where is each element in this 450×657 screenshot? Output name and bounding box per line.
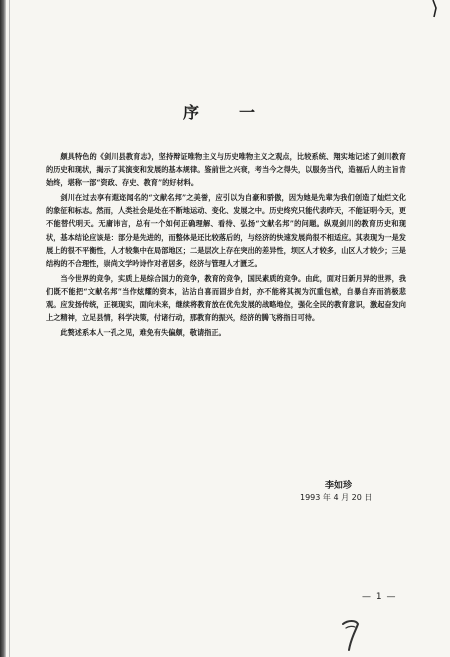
paragraph-4: 此赘述系本人一孔之见，难免有失偏颇，敬请指正。 xyxy=(60,328,226,338)
page-number: — 1 — xyxy=(362,592,397,602)
author-signature: 李如珍 xyxy=(325,481,353,491)
paragraph-2: 剑川在过去享有遐迩闻名的“文献名邦”之美誉，应引以为自豪和骄傲，因为她是先辈为我们创造了灿烂文化的象征和标志。然而，人类社会是处在不断地运动、变化、发展之中。历史终究只能代表昨天，不能证明今天，更不能替代明天。无庸讳言，总有一个如何正确理解、看待、弘扬“文献名邦”的问题。纵观剑川的教育历史和现状，基本结论应该是：部分是先进的，而整体是还比较落后的，与经济的快速发展尚很不相适应。其表现为一是发展上的很不平衡性，人才较集中在局部地区；二是层次上存在突出的差异性，坝区人才较多，山区人才较少；三是结构的不合理性，崇尚文学吟诗作对者居多，经济与管理人才匮乏。 xyxy=(46,193,406,268)
handwritten-number-mark xyxy=(340,618,362,652)
signature-date: 1993 年 4 月 20 日 xyxy=(300,493,373,502)
scan-binding-edge xyxy=(0,0,6,657)
paragraph-1: 颇具特色的《剑川县教育志》，坚持辩证唯物主义与历史唯物主义之观点，比较系统、翔实地记述了剑川教育的历史和现状，揭示了其演变和发展的基本规律。鉴前世之兴衰，考当今之得失，以服务当代，造福后人的主旨肯始终，堪称一部“资政、存史、教育”的好材料。 xyxy=(46,152,406,188)
page-title: 序 一 xyxy=(182,103,267,122)
paragraph-3: 当今世界的竞争，实质上是综合国力的竞争，教育的竞争，国民素质的竞争。由此，面对日新月异的世界，我们既不能把“文献名邦”当作炫耀的资本，沾沾自喜而固步自封，亦不能将其视为沉重包袱，自暴自弃而消极悲观。应发扬传统，正视现实，面向未来，继续将教育放在优先发展的战略地位，强化全民的教育意识，激起奋发向上之精神，立足县情，科学决策，付诸行动，那教育的振兴，经济的腾飞将指日可待。 xyxy=(46,273,406,323)
scan-margin-line xyxy=(9,0,10,657)
corner-scan-mark-icon xyxy=(430,0,444,18)
preface-body xyxy=(46,150,406,339)
